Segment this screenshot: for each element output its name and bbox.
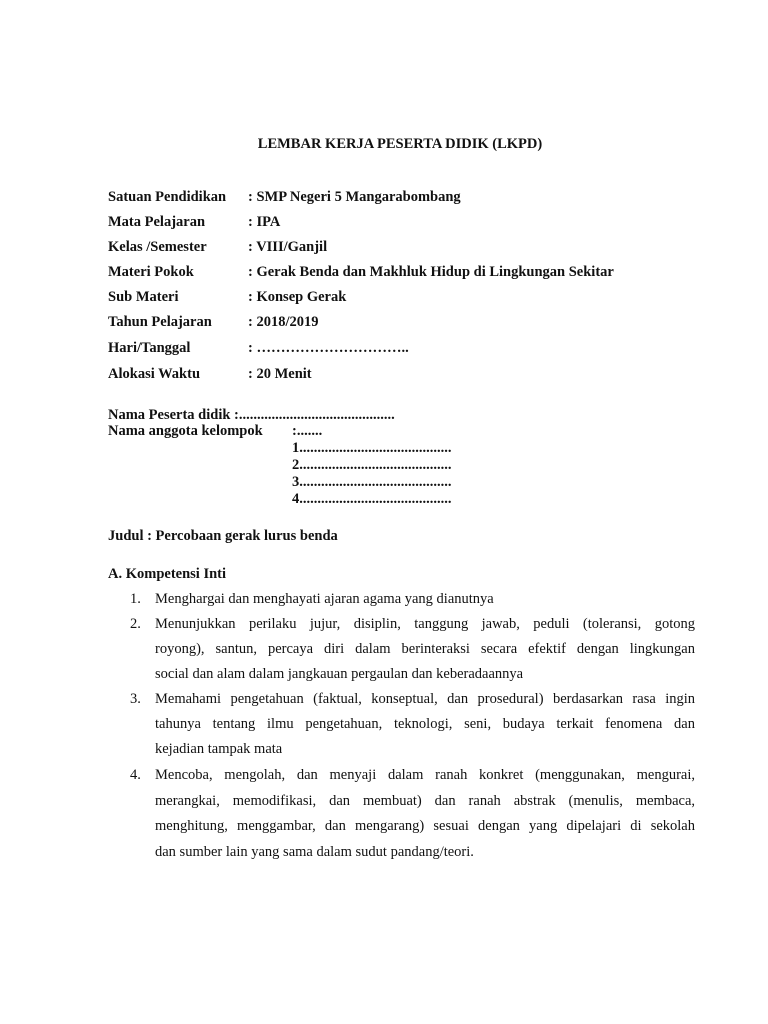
- info-value: : IPA: [248, 214, 281, 230]
- info-value: : VIII/Ganjil: [248, 239, 328, 255]
- list-item-line: Menunjukkan perilaku jujur, disiplin, tanggung jawab, peduli (toleransi, gotong: [155, 616, 695, 632]
- group-members-colon: :.......: [292, 423, 323, 439]
- info-label: Kelas /Semester: [108, 239, 207, 255]
- info-label: Sub Materi: [108, 289, 179, 305]
- group-member-4: 4..........................................: [292, 491, 452, 507]
- info-value: : Gerak Benda dan Makhluk Hidup di Lingkungan Sekitar: [248, 264, 614, 280]
- group-member-3: 3..........................................: [292, 474, 452, 490]
- list-item-line: royong), santun, percaya diri dalam berinteraksi secara efektif dengan lingkungan: [155, 641, 695, 657]
- list-item-number: 3.: [130, 691, 141, 707]
- list-item-line: kejadian tampak mata: [155, 741, 283, 757]
- list-item-line: dan sumber lain yang sama dalam sudut pandang/teori.: [155, 844, 474, 860]
- group-member-2: 2..........................................: [292, 457, 452, 473]
- list-item-line: tahunya tentang ilmu pengetahuan, teknologi, seni, budaya terkait fenomena dan: [155, 716, 695, 732]
- list-item-line: merangkai, memodifikasi, dan membuat) dan ranah abstrak (menulis, membaca,: [155, 793, 695, 809]
- info-value: : SMP Negeri 5 Mangarabombang: [248, 189, 461, 205]
- list-item-number: 4.: [130, 767, 141, 783]
- info-value: : 20 Menit: [248, 366, 312, 382]
- student-name-line: Nama Peserta didik :...........................................: [108, 407, 395, 423]
- list-item-number: 1.: [130, 591, 141, 607]
- list-item-line: Menghargai dan menghayati ajaran agama yang dianutnya: [155, 591, 494, 607]
- group-member-1: 1..........................................: [292, 440, 452, 456]
- group-members-label: Nama anggota kelompok: [108, 423, 263, 439]
- list-item-number: 2.: [130, 616, 141, 632]
- info-label: Satuan Pendidikan: [108, 189, 227, 205]
- info-label: Materi Pokok: [108, 264, 194, 280]
- section-heading-kompetensi-inti: A. Kompetensi Inti: [108, 566, 227, 582]
- list-item-line: social dan alam dalam jangkauan pergaulan dan keberadaannya: [155, 666, 524, 682]
- info-value: : …………………………..: [248, 340, 409, 356]
- document-title: LEMBAR KERJA PESERTA DIDIK (LKPD): [257, 136, 543, 152]
- info-label: Alokasi Waktu: [108, 366, 201, 382]
- list-item-line: menghitung, menggambar, dan mengarang) sesuai dengan yang dipelajari di sekolah: [155, 818, 695, 834]
- info-label: Tahun Pelajaran: [108, 314, 212, 330]
- info-value: : Konsep Gerak: [248, 289, 347, 305]
- list-item-line: Mencoba, mengolah, dan menyaji dalam ranah konkret (menggunakan, mengurai,: [155, 767, 695, 783]
- info-label: Mata Pelajaran: [108, 214, 206, 230]
- experiment-title: Judul : Percobaan gerak lurus benda: [108, 528, 338, 544]
- info-value: : 2018/2019: [248, 314, 319, 330]
- info-label: Hari/Tanggal: [108, 340, 191, 356]
- list-item-line: Memahami pengetahuan (faktual, konseptual, dan prosedural) berdasarkan rasa ingin: [155, 691, 695, 707]
